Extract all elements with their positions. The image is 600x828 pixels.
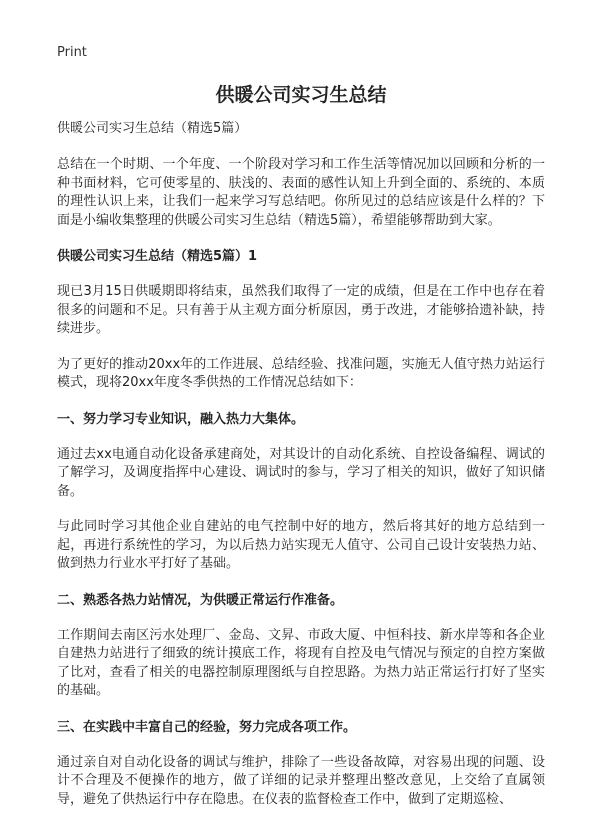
intro-paragraph: 总结在一个时期、一个年度、一个阶段对学习和工作生活等情况加以回顾和分析的一种书面材料，它可使零星的、肤浅的、表面的感性认知上升到全面的、系统的、本质的理性认识上来，让我们一起来学习写总结吧。你所见过的总结应该是什么样的？下面是小编收集整理的供暖公司实习生总结（精选5篇），希望能够帮助到大家。 bbox=[57, 157, 545, 228]
article-subtitle: 供暖公司实习生总结（精选5篇） bbox=[57, 121, 248, 136]
paragraph: 与此同时学习其他企业自建站的电气控制中好的地方，然后将其好的地方总结到一起，再进行系统性的学习，为以后热力站实现无人值守、公司自己设计安装热力站、做到热力行业水平打好了基础。 bbox=[57, 519, 545, 571]
paragraph: 为了更好的推动20xx年的工作进展、总结经验、找准问题，实施无人值守热力站运行模式，现将20xx年度冬季供热的工作情况总结如下： bbox=[57, 356, 545, 390]
article-body bbox=[57, 119, 545, 826]
paragraph: 现已3月15日供暖期即将结束，虽然我们取得了一定的成绩，但是在工作中也存在着很多的问题和不足。只有善于从主观方面分析原因，勇于改进，才能够拾遗补缺，持续进步。 bbox=[57, 284, 545, 336]
section-title: 供暖公司实习生总结（精选5篇）1 bbox=[57, 249, 258, 264]
print-link[interactable]: Print bbox=[57, 45, 87, 60]
paragraph: 通过亲自对自动化设备的调试与维护，排除了一些设备故障，对容易出现的问题、设计不合理及不便操作的地方，做了详细的记录并整理出整改意见，上交给了直属领导，避免了供热运行中存在隐患。在仪表的监督检查工作中，做到了定期巡检、 bbox=[57, 754, 545, 807]
paragraph: 通过去xx电通自动化设备承建商处，对其设计的自动化系统、自控设备编程、调试的了解学习，及调度指挥中心建设、调试时的参与，学习了相关的知识，做好了知识储备。 bbox=[57, 446, 545, 499]
part2-heading: 二、熟悉各热力站情况，为供暖正常运行作准备。 bbox=[57, 592, 344, 608]
part3-heading: 三、在实践中丰富自己的经验，努力完成各项工作。 bbox=[57, 719, 357, 735]
part1-heading: 一、努力学习专业知识，融入热力大集体。 bbox=[57, 411, 305, 427]
page-title: 供暖公司实习生总结 bbox=[215, 84, 387, 106]
paragraph: 工作期间去南区污水处理厂、金岛、文昇、市政大厦、中恒科技、新水岸等和各企业自建热力站进行了细致的统计摸底工作，将现有自控及电气情况与预定的自控方案做了比对，查看了相关的电器控制原理图纸与自控思路。为热力站正常运行打好了坚实的基础。 bbox=[57, 627, 545, 698]
